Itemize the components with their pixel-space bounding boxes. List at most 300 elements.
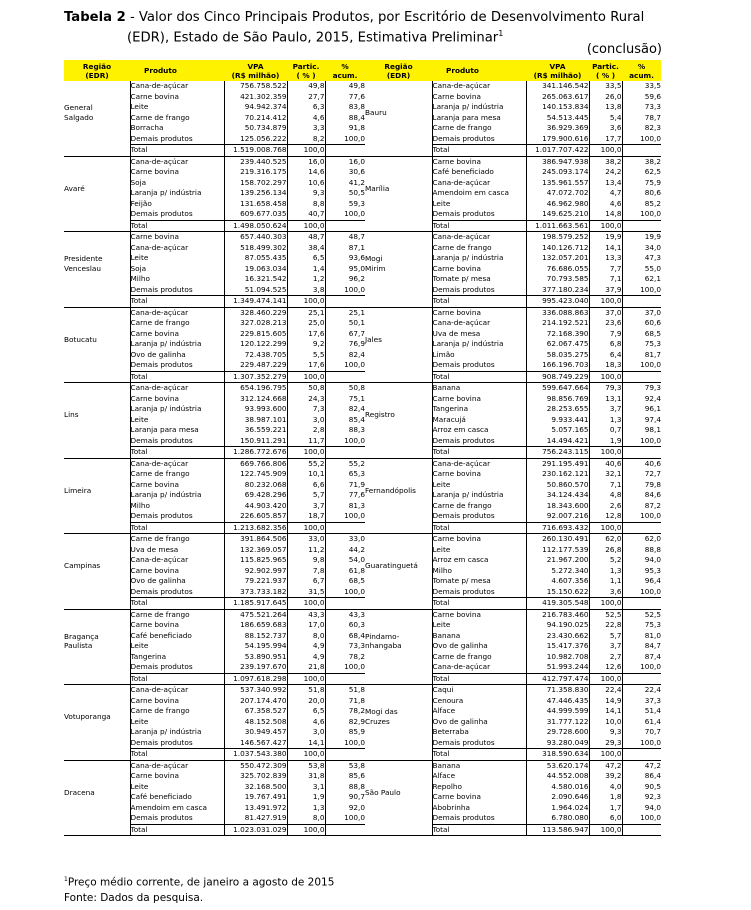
vpa-cell: 36.559.221 <box>224 425 287 436</box>
table-row <box>64 534 661 545</box>
partic-cell: 8,0 <box>287 631 325 642</box>
total-acum <box>325 673 365 685</box>
acum-cell: 86,4 <box>622 771 661 782</box>
total-label: Total <box>432 598 526 610</box>
partic-cell: 4,6 <box>287 113 325 124</box>
acum-cell: 67,7 <box>325 329 365 340</box>
total-spacer <box>365 598 432 610</box>
product-cell: Demais produtos <box>130 587 224 598</box>
total-spacer <box>64 824 130 836</box>
footnote-text: Preço médio corrente, de janeiro a agosto de 2015 <box>67 876 335 889</box>
acum-cell: 96,2 <box>325 274 365 285</box>
product-cell: Cana-de-açúcar <box>130 760 224 771</box>
region-cell <box>64 609 130 673</box>
table-row <box>64 199 661 210</box>
acum-cell: 79,3 <box>622 383 661 394</box>
total-partic: 100,0 <box>589 447 622 459</box>
table-row <box>64 738 661 749</box>
acum-cell: 38,2 <box>622 156 661 167</box>
product-cell: Leite <box>130 782 224 793</box>
region-cell <box>365 534 432 598</box>
total-label: Total <box>130 598 224 610</box>
vpa-cell: 377.180.234 <box>526 285 589 296</box>
vpa-cell: 80.232.068 <box>224 480 287 491</box>
partic-cell: 11,2 <box>287 545 325 556</box>
region-cell <box>365 81 432 145</box>
region-cell <box>64 307 130 371</box>
total-label: Total <box>130 522 224 534</box>
table-row <box>64 209 661 220</box>
table-row <box>64 81 661 92</box>
partic-cell: 1,3 <box>589 566 622 577</box>
vpa-cell: 36.929.369 <box>526 123 589 134</box>
vpa-cell: 125.056.222 <box>224 134 287 145</box>
total-acum <box>622 371 661 383</box>
acum-cell: 85,6 <box>325 771 365 782</box>
total-vpa: 1.286.772.676 <box>224 447 287 459</box>
partic-cell: 8,2 <box>287 134 325 145</box>
partic-cell: 13,4 <box>589 178 622 189</box>
partic-cell: 33,0 <box>287 534 325 545</box>
partic-cell: 48,7 <box>287 232 325 243</box>
vpa-cell: 216.783.460 <box>526 609 589 620</box>
vpa-cell: 4.580.016 <box>526 782 589 793</box>
acum-cell: 16,0 <box>325 156 365 167</box>
product-cell: Soja <box>130 264 224 275</box>
total-partic: 100,0 <box>287 673 325 685</box>
product-cell: Leite <box>432 545 526 556</box>
product-cell: Laranja p/ indústria <box>130 339 224 350</box>
region-cell <box>365 458 432 522</box>
product-cell: Carne bovina <box>432 469 526 480</box>
total-partic: 100,0 <box>287 598 325 610</box>
region-name: Bauru <box>365 108 387 117</box>
table-title <box>64 10 684 46</box>
acum-cell: 50,8 <box>325 383 365 394</box>
product-cell: Caqui <box>432 685 526 696</box>
partic-cell: 3,6 <box>589 587 622 598</box>
vpa-cell: 46.962.980 <box>526 199 589 210</box>
product-cell: Laranja p/ indústria <box>432 339 526 350</box>
acum-cell: 75,1 <box>325 394 365 405</box>
table-row <box>64 167 661 178</box>
vpa-cell: 34.124.434 <box>526 490 589 501</box>
acum-cell: 43,3 <box>325 609 365 620</box>
acum-cell: 96,1 <box>622 404 661 415</box>
partic-cell: 12,8 <box>589 511 622 522</box>
table-row <box>64 264 661 275</box>
product-cell: Carne bovina <box>130 167 224 178</box>
vpa-cell: 92.902.997 <box>224 566 287 577</box>
product-cell: Demais produtos <box>432 360 526 371</box>
product-cell: Demais produtos <box>432 511 526 522</box>
vpa-cell: 229.815.605 <box>224 329 287 340</box>
acum-cell: 51,4 <box>622 706 661 717</box>
partic-cell: 53,8 <box>287 760 325 771</box>
total-spacer <box>64 220 130 232</box>
acum-cell: 100,0 <box>622 134 661 145</box>
vpa-cell: 756.758.522 <box>224 81 287 92</box>
total-spacer <box>64 447 130 459</box>
acum-cell: 75,3 <box>622 620 661 631</box>
partic-cell: 39,2 <box>589 771 622 782</box>
partic-cell: 38,2 <box>589 156 622 167</box>
product-cell: Laranja p/ indústria <box>130 188 224 199</box>
partic-cell: 7,8 <box>287 566 325 577</box>
acum-cell: 50,5 <box>325 188 365 199</box>
vpa-cell: 29.728.600 <box>526 727 589 738</box>
total-label: Total <box>130 145 224 157</box>
table-row <box>64 576 661 587</box>
vpa-cell: 10.982.708 <box>526 652 589 663</box>
partic-cell: 14,8 <box>589 209 622 220</box>
total-spacer <box>64 598 130 610</box>
acum-cell: 88,3 <box>325 425 365 436</box>
vpa-cell: 226.605.857 <box>224 511 287 522</box>
partic-cell: 4,6 <box>589 199 622 210</box>
partic-cell: 3,7 <box>589 404 622 415</box>
total-label: Total <box>130 824 224 836</box>
product-cell: Leite <box>130 641 224 652</box>
acum-cell: 49,8 <box>325 81 365 92</box>
region-cell <box>64 156 130 220</box>
acum-cell: 55,2 <box>325 458 365 469</box>
partic-cell: 21,8 <box>287 662 325 673</box>
total-partic: 100,0 <box>287 371 325 383</box>
total-vpa: 1.519.008.768 <box>224 145 287 157</box>
total-spacer <box>365 522 432 534</box>
acum-cell: 98,1 <box>622 425 661 436</box>
region-name: General <box>64 103 93 113</box>
acum-cell: 92,0 <box>325 803 365 814</box>
acum-cell: 100,0 <box>622 662 661 673</box>
vpa-cell: 328.460.229 <box>224 307 287 318</box>
vpa-cell: 112.177.539 <box>526 545 589 556</box>
vpa-cell: 18.343.600 <box>526 501 589 512</box>
acum-cell: 52,5 <box>622 609 661 620</box>
acum-cell: 82,4 <box>325 404 365 415</box>
partic-cell: 25,1 <box>287 307 325 318</box>
acum-cell: 82,4 <box>325 350 365 361</box>
acum-cell: 77,6 <box>325 490 365 501</box>
partic-cell: 55,2 <box>287 458 325 469</box>
product-cell: Milho <box>130 501 224 512</box>
product-cell: Carne bovina <box>130 394 224 405</box>
region-cell <box>365 383 432 447</box>
header-vpa: VPA (R$ milhão) <box>526 60 589 81</box>
vpa-cell: 146.567.427 <box>224 738 287 749</box>
vpa-cell: 53.620.174 <box>526 760 589 771</box>
vpa-cell: 70.793.585 <box>526 274 589 285</box>
title-footnote-marker: 1 <box>498 29 504 38</box>
acum-cell: 82,3 <box>622 123 661 134</box>
partic-cell: 31,5 <box>287 587 325 598</box>
acum-cell: 54,0 <box>325 555 365 566</box>
vpa-cell: 50.734.879 <box>224 123 287 134</box>
region-name: Votuporanga <box>64 712 111 721</box>
partic-cell: 25,0 <box>287 318 325 329</box>
acum-cell: 84,7 <box>622 641 661 652</box>
partic-cell: 9,3 <box>287 188 325 199</box>
partic-cell: 14,1 <box>589 243 622 254</box>
vpa-cell: 19.767.491 <box>224 792 287 803</box>
header-product: Produto <box>432 60 526 81</box>
product-cell: Maracujá <box>432 415 526 426</box>
total-label: Total <box>432 145 526 157</box>
vpa-cell: 135.961.557 <box>526 178 589 189</box>
total-label: Total <box>432 296 526 308</box>
total-vpa: 1.307.352.279 <box>224 371 287 383</box>
vpa-cell: 518.499.302 <box>224 243 287 254</box>
acum-cell: 91,8 <box>325 123 365 134</box>
acum-cell: 59,6 <box>622 92 661 103</box>
product-cell: Cana-de-açúcar <box>130 555 224 566</box>
partic-cell: 6,6 <box>287 480 325 491</box>
product-cell: Demais produtos <box>432 587 526 598</box>
region-name: Bragança <box>64 631 99 641</box>
acum-cell: 100,0 <box>325 813 365 824</box>
vpa-cell: 81.427.919 <box>224 813 287 824</box>
table-row <box>64 803 661 814</box>
product-cell: Carne bovina <box>130 696 224 707</box>
table-body <box>64 81 661 836</box>
partic-cell: 22,8 <box>589 620 622 631</box>
product-cell: Carne de frango <box>130 318 224 329</box>
total-vpa: 1.023.031.029 <box>224 824 287 836</box>
product-cell: Abobrinha <box>432 803 526 814</box>
acum-cell: 44,2 <box>325 545 365 556</box>
acum-cell: 92,3 <box>622 792 661 803</box>
acum-cell: 37,0 <box>622 307 661 318</box>
total-vpa: 1.498.050.624 <box>224 220 287 232</box>
total-acum <box>622 522 661 534</box>
partic-cell: 9,8 <box>287 555 325 566</box>
acum-cell: 100,0 <box>622 511 661 522</box>
acum-cell: 81,7 <box>622 350 661 361</box>
acum-cell: 48,7 <box>325 232 365 243</box>
partic-cell: 1,9 <box>287 792 325 803</box>
vpa-cell: 537.340.992 <box>224 685 287 696</box>
table-row <box>64 394 661 405</box>
product-cell: Carne de frango <box>432 652 526 663</box>
partic-cell: 3,7 <box>589 641 622 652</box>
acum-cell: 61,8 <box>325 566 365 577</box>
vpa-cell: 214.192.521 <box>526 318 589 329</box>
partic-cell: 6,5 <box>287 706 325 717</box>
partic-cell: 50,8 <box>287 383 325 394</box>
product-cell: Ovo de galinha <box>432 717 526 728</box>
partic-cell: 1,1 <box>589 576 622 587</box>
table-row <box>64 113 661 124</box>
vpa-cell: 312.124.668 <box>224 394 287 405</box>
total-partic: 100,0 <box>589 522 622 534</box>
acum-cell: 81,0 <box>622 631 661 642</box>
acum-cell: 60,6 <box>622 318 661 329</box>
region-cell <box>64 534 130 598</box>
acum-cell: 33,5 <box>622 81 661 92</box>
total-acum <box>325 145 365 157</box>
partic-cell: 8,0 <box>287 813 325 824</box>
vpa-cell: 32.168.500 <box>224 782 287 793</box>
total-partic: 100,0 <box>287 145 325 157</box>
partic-cell: 7,9 <box>589 329 622 340</box>
product-cell: Cana-de-açúcar <box>432 318 526 329</box>
product-cell: Arroz em casca <box>432 555 526 566</box>
partic-cell: 4,9 <box>287 641 325 652</box>
total-vpa: 1.213.682.356 <box>224 522 287 534</box>
product-cell: Carne de frango <box>130 534 224 545</box>
acum-cell: 30,6 <box>325 167 365 178</box>
acum-cell: 25,1 <box>325 307 365 318</box>
partic-cell: 26,0 <box>589 92 622 103</box>
table-row <box>64 760 661 771</box>
table-row <box>64 717 661 728</box>
acum-cell: 100,0 <box>622 209 661 220</box>
partic-cell: 29,3 <box>589 738 622 749</box>
partic-cell: 3,6 <box>589 123 622 134</box>
region-cell <box>64 232 130 296</box>
product-cell: Leite <box>432 620 526 631</box>
table-row <box>64 123 661 134</box>
partic-cell: 7,7 <box>589 264 622 275</box>
total-spacer <box>64 749 130 761</box>
partic-cell: 22,4 <box>589 685 622 696</box>
region-name: Salgado <box>64 112 94 122</box>
vpa-cell: 132.057.201 <box>526 253 589 264</box>
partic-cell: 12,6 <box>589 662 622 673</box>
vpa-cell: 79.221.937 <box>224 576 287 587</box>
acum-cell: 100,0 <box>622 587 661 598</box>
total-acum <box>622 220 661 232</box>
acum-cell: 100,0 <box>325 209 365 220</box>
product-cell: Laranja p/ indústria <box>432 253 526 264</box>
product-cell: Tomate p/ mesa <box>432 576 526 587</box>
partic-cell: 1,7 <box>589 803 622 814</box>
product-cell: Carne bovina <box>130 566 224 577</box>
product-cell: Cana-de-açúcar <box>130 156 224 167</box>
region-name: Limeira <box>64 485 92 495</box>
partic-cell: 1,8 <box>589 792 622 803</box>
vpa-cell: 53.890.951 <box>224 652 287 663</box>
header-partic: Partic. ( % ) <box>287 60 325 81</box>
vpa-cell: 54.513.445 <box>526 113 589 124</box>
acum-cell: 55,0 <box>622 264 661 275</box>
total-vpa: 1.349.474.141 <box>224 296 287 308</box>
acum-cell: 71,9 <box>325 480 365 491</box>
partic-cell: 17,7 <box>589 134 622 145</box>
product-cell: Cana-de-açúcar <box>432 232 526 243</box>
vpa-cell: 132.369.057 <box>224 545 287 556</box>
product-cell: Amendoim em casca <box>432 188 526 199</box>
total-acum <box>622 296 661 308</box>
acum-cell: 47,3 <box>622 253 661 264</box>
total-row <box>64 371 661 383</box>
table-row <box>64 641 661 652</box>
product-cell: Leite <box>130 717 224 728</box>
acum-cell: 41,2 <box>325 178 365 189</box>
product-cell: Leite <box>432 199 526 210</box>
total-vpa: 1.185.917.645 <box>224 598 287 610</box>
total-row <box>64 447 661 459</box>
acum-cell: 100,0 <box>325 662 365 673</box>
vpa-cell: 30.949.457 <box>224 727 287 738</box>
partic-cell: 33,5 <box>589 81 622 92</box>
region-name: Paulista <box>64 641 93 651</box>
total-partic: 100,0 <box>589 371 622 383</box>
vpa-cell: 336.088.863 <box>526 307 589 318</box>
vpa-cell: 341.146.542 <box>526 81 589 92</box>
table-row <box>64 501 661 512</box>
product-cell: Carne de frango <box>432 243 526 254</box>
product-cell: Carne de frango <box>130 469 224 480</box>
vpa-cell: 69.428.296 <box>224 490 287 501</box>
region-cell <box>64 81 130 145</box>
partic-cell: 0,7 <box>589 425 622 436</box>
product-cell: Demais produtos <box>432 285 526 296</box>
total-spacer <box>64 145 130 157</box>
partic-cell: 6,8 <box>589 339 622 350</box>
table-row <box>64 587 661 598</box>
acum-cell: 88,4 <box>325 113 365 124</box>
vpa-cell: 239.440.525 <box>224 156 287 167</box>
product-cell: Ovo de galinha <box>130 576 224 587</box>
acum-cell: 100,0 <box>325 360 365 371</box>
acum-cell: 75,9 <box>622 178 661 189</box>
partic-cell: 14,1 <box>589 706 622 717</box>
acum-cell: 68,4 <box>325 631 365 642</box>
total-label: Total <box>432 220 526 232</box>
table-row <box>64 609 661 620</box>
product-cell: Beterraba <box>432 727 526 738</box>
region-cell <box>64 685 130 749</box>
table-row <box>64 566 661 577</box>
acum-cell: 68,5 <box>325 576 365 587</box>
total-vpa: 113.586.947 <box>526 824 589 836</box>
table-row <box>64 490 661 501</box>
total-spacer <box>365 824 432 836</box>
total-row <box>64 522 661 534</box>
vpa-cell: 58.035.275 <box>526 350 589 361</box>
partic-cell: 31,8 <box>287 771 325 782</box>
total-acum <box>622 749 661 761</box>
partic-cell: 27,7 <box>287 92 325 103</box>
product-cell: Carne bovina <box>432 92 526 103</box>
table-row <box>64 555 661 566</box>
partic-cell: 11,7 <box>287 436 325 447</box>
partic-cell: 18,3 <box>589 360 622 371</box>
total-label: Total <box>130 371 224 383</box>
product-cell: Uva de mesa <box>130 545 224 556</box>
partic-cell: 17,6 <box>287 360 325 371</box>
acum-cell: 61,4 <box>622 717 661 728</box>
region-name: Lins <box>64 410 79 419</box>
product-cell: Carne de frango <box>432 123 526 134</box>
vpa-cell: 71.358.830 <box>526 685 589 696</box>
acum-cell: 94,0 <box>622 555 661 566</box>
product-cell: Cana-de-açúcar <box>130 383 224 394</box>
partic-cell: 20,0 <box>287 696 325 707</box>
region-name: Guaratinguetá <box>365 561 418 570</box>
acum-cell: 80,6 <box>622 188 661 199</box>
partic-cell: 3,8 <box>287 285 325 296</box>
product-cell: Demais produtos <box>130 436 224 447</box>
acum-cell: 95,0 <box>325 264 365 275</box>
header-region: Região (EDR) <box>64 60 130 81</box>
partic-cell: 1,2 <box>287 274 325 285</box>
table-row <box>64 404 661 415</box>
acum-cell: 100,0 <box>622 360 661 371</box>
product-cell: Banana <box>432 383 526 394</box>
